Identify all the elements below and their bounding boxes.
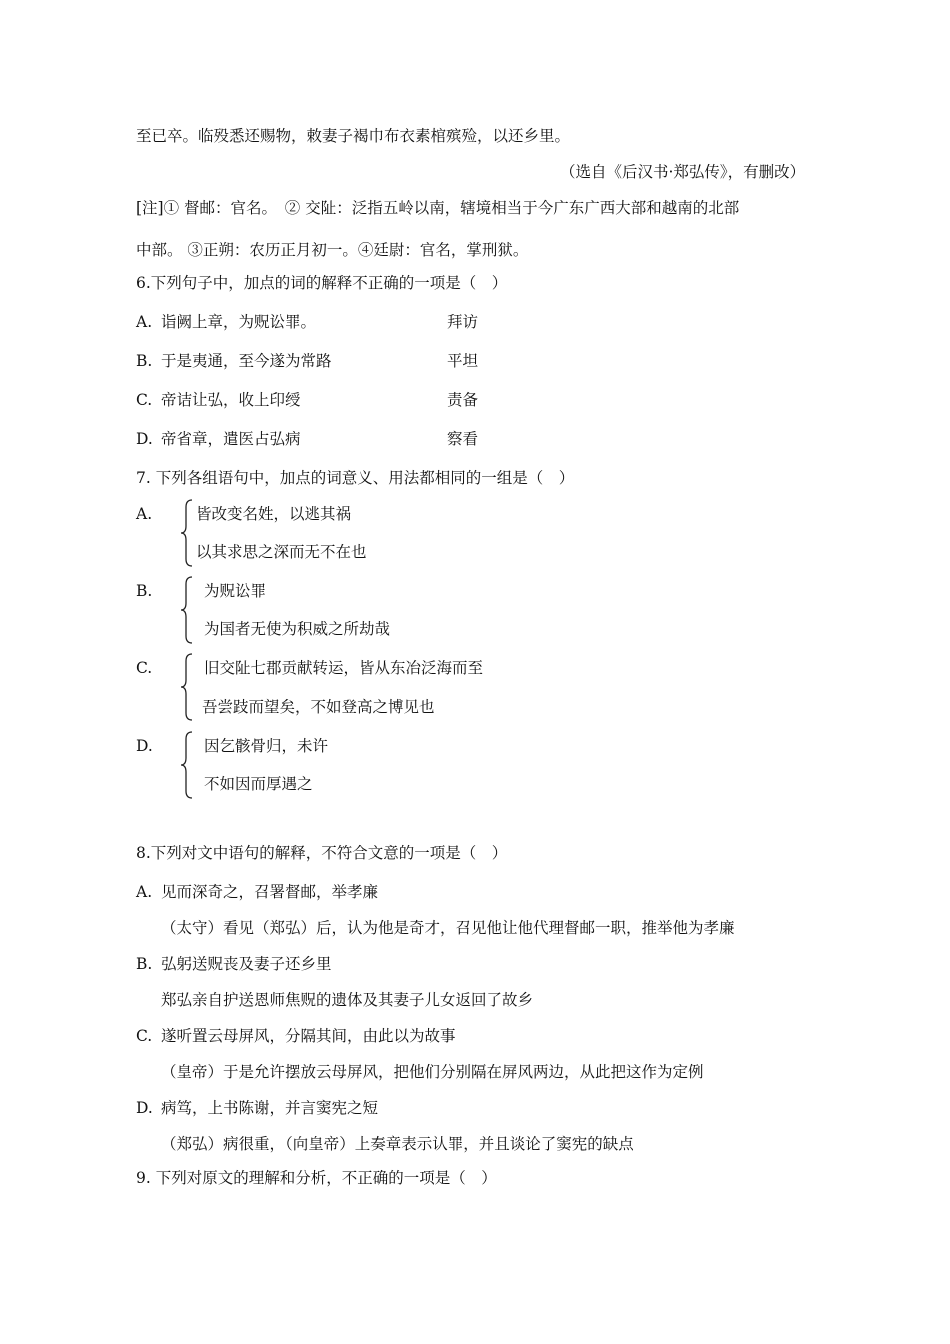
option-letter: A. (136, 505, 153, 523)
option-letter: D. (136, 1099, 153, 1117)
question-9-stem: 9. 下列对原文的理解和分析，不正确的一项是（ ） (136, 1169, 497, 1187)
pair-sentence-1: 皆改变名姓，以逃其祸 (196, 505, 352, 523)
option-meaning: 拜访 (447, 313, 479, 331)
source-citation: （选自《后汉书·郑弘传》，有删改） (560, 163, 806, 181)
left-brace (180, 576, 194, 644)
pair-sentence-1: 为贶讼罪 (204, 582, 267, 600)
option-letter: C. (136, 1027, 153, 1045)
option-meaning: 责备 (447, 391, 479, 409)
pair-sentence-2: 以其求思之深而无不在也 (196, 543, 367, 561)
option-meaning: 察看 (447, 430, 479, 448)
question-8-stem: 8.下列对文中语句的解释，不符合文意的一项是（ ） (136, 844, 508, 862)
left-brace (180, 731, 194, 799)
pair-sentence-1: 因乞骸骨归，未许 (204, 737, 329, 755)
option-sentence: 于是夷通，至今遂为常路 (161, 352, 332, 370)
option-letter: D. (136, 430, 153, 448)
option-letter: B. (136, 955, 153, 973)
option-sentence: 遂听置云母屏风，分隔其间，由此以为故事 (161, 1027, 456, 1045)
option-letter: D. (136, 737, 153, 755)
option-letter: B. (136, 352, 153, 370)
option-sentence: 帝诘让弘，收上印绶 (161, 391, 301, 409)
option-sentence: 见而深奇之，召署督邮，举孝廉 (161, 883, 379, 901)
option-explanation: 郑弘亲自护送恩师焦贶的遗体及其妻子儿女返回了故乡 (161, 991, 534, 1009)
option-explanation: （太守）看见（郑弘）后，认为他是奇才，召见他让他代理督邮一职，推举他为孝廉 (161, 919, 735, 937)
option-explanation: （郑弘）病很重，（向皇帝）上奏章表示认罪，并且谈论了窦宪的缺点 (161, 1135, 634, 1153)
option-letter: C. (136, 391, 153, 409)
pair-sentence-1: 旧交阯七郡贡献转运，皆从东冶泛海而至 (204, 659, 484, 677)
option-letter: A. (136, 883, 153, 901)
pair-sentence-2: 不如因而厚遇之 (204, 775, 313, 793)
left-brace (180, 653, 194, 721)
option-explanation: （皇帝）于是允许摆放云母屏风，把他们分别隔在屏风两边，从此把这作为定例 (161, 1063, 704, 1081)
pair-sentence-2: 为国者无使为积威之所劫哉 (204, 620, 391, 638)
option-sentence: 诣阙上章，为贶讼罪。 (161, 313, 317, 331)
left-brace (180, 499, 194, 567)
question-6-stem: 6.下列句子中，加点的词的解释不正确的一项是（ ） (136, 274, 508, 292)
option-letter: B. (136, 582, 153, 600)
question-7-stem: 7. 下列各组语句中，加点的词意义、用法都相同的一组是（ ） (136, 469, 575, 487)
option-sentence: 病笃，上书陈谢，并言窦宪之短 (161, 1099, 379, 1117)
option-sentence: 帝省章，遣医占弘病 (161, 430, 301, 448)
option-letter: C. (136, 659, 153, 677)
option-meaning: 平坦 (447, 352, 479, 370)
option-sentence: 弘躬送贶丧及妻子还乡里 (161, 955, 332, 973)
annotation-note-continued: 中部。 ③正朔：农历正月初一。④廷尉：官名，掌刑狱。 (136, 241, 529, 259)
option-letter: A. (136, 313, 153, 331)
passage-final-line: 至已卒。临殁悉还赐物，敕妻子褐巾布衣素棺殡殓，以还乡里。 (136, 127, 571, 145)
annotation-note: [注]① 督邮：官名。 ② 交阯：泛指五岭以南，辖境相当于今广东广西大部和越南的北部 (136, 199, 740, 217)
pair-sentence-2: 吾尝跂而望矣，不如登高之博见也 (202, 698, 435, 716)
